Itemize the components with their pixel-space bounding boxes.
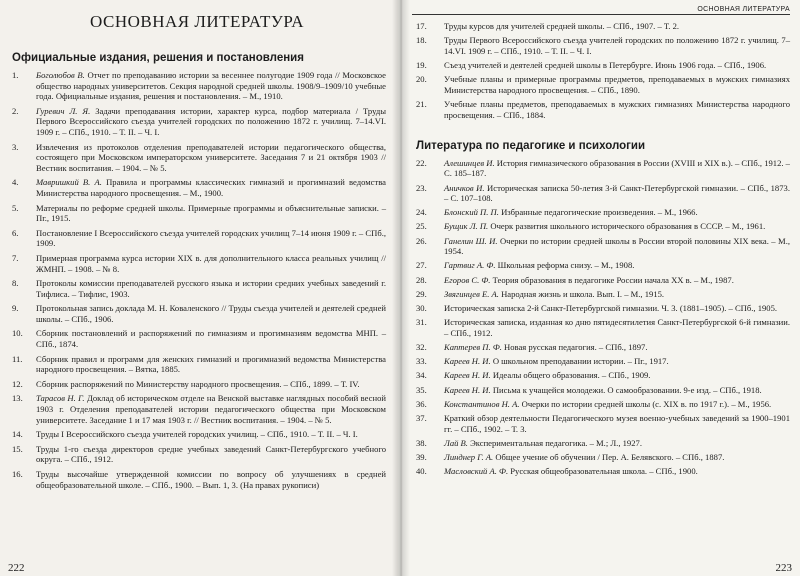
bibliography-entry bbox=[412, 399, 790, 410]
entry-text bbox=[36, 278, 386, 299]
entry-number: 31. bbox=[416, 317, 427, 328]
bibliography-entry bbox=[412, 183, 790, 204]
entry-number: 28. bbox=[416, 274, 427, 285]
bibliography-entry bbox=[8, 328, 386, 349]
entry-number: 16. bbox=[12, 469, 23, 479]
section-gap bbox=[412, 124, 790, 134]
entry-text bbox=[444, 413, 790, 434]
entry-author: Гуревич Л. Я. bbox=[36, 105, 91, 116]
entry-body: Учебные планы и примерные программы предметов, преподаваемых в мужских гимназиях Министерства народного просвещения. – СПб., 1890. bbox=[444, 74, 790, 95]
entry-body: Очерк развития школьного исторического образования в СССР. – М., 1961. bbox=[490, 221, 766, 232]
entry-number: 13. bbox=[12, 393, 23, 404]
entry-text bbox=[444, 158, 790, 179]
entry-text bbox=[444, 289, 790, 300]
entry-text bbox=[36, 106, 386, 138]
running-head: ОСНОВНАЯ ЛИТЕРАТУРА bbox=[412, 6, 790, 15]
entry-number: 21. bbox=[416, 98, 427, 109]
entry-author: Кареев Н. И. bbox=[444, 370, 491, 381]
entry-number: 14. bbox=[12, 429, 23, 440]
entry-text bbox=[444, 260, 790, 271]
entry-body: Теория образования в педагогике России начала XX в. – М., 1987. bbox=[492, 274, 734, 285]
entry-text bbox=[444, 370, 790, 381]
bibliography-entry bbox=[412, 221, 790, 232]
entry-body: Постановление I Всероссийского съезда учителей городских училищ 7–14 июня 1909 г. – СПб., 1909. bbox=[36, 227, 386, 249]
entry-number: 38. bbox=[416, 437, 427, 448]
entry-text bbox=[36, 177, 386, 198]
bibliography-entry bbox=[412, 303, 790, 314]
entry-number: 12. bbox=[12, 378, 23, 389]
entry-text bbox=[444, 207, 790, 218]
section-title-official: Официальные издания, решения и постановления bbox=[12, 52, 304, 64]
entry-body: Извлечения из протоколов отделения преподавателей истории педагогического общества, состоящего при Московском императорском университете. Заседания 7 и 21 октября 1903 // Вестник воспитания. – 1904. – № 5. bbox=[36, 141, 386, 173]
entry-author: Мавришкий В. А. bbox=[36, 177, 102, 188]
bibliography-entry bbox=[412, 413, 790, 434]
entry-author: Масловский А. Ф. bbox=[444, 466, 509, 477]
entry-number: 29. bbox=[416, 288, 427, 299]
bibliography-entry bbox=[412, 385, 790, 396]
entry-body: Очерки по истории средней школы (с. XIX в. по 1917 г.). – М., 1956. bbox=[521, 398, 772, 409]
bibliography-entry bbox=[412, 158, 790, 179]
entry-text bbox=[444, 399, 790, 410]
bibliography-entry bbox=[412, 275, 790, 286]
entry-number: 39. bbox=[416, 451, 427, 462]
bibliography-entry bbox=[8, 142, 386, 174]
entry-body: Учебные планы предметов, преподаваемых в мужских гимназиях Министерства народного просвещения. – СПб., 1884. bbox=[444, 98, 790, 120]
entry-body: Труды Первого Всероссийского съезда учителей городских по положению 1872 г. училищ. 7–14.VI. 1909 г. – СПб., 1910. – Т. II. – Ч. I. bbox=[444, 35, 790, 56]
bibliography-entry bbox=[412, 370, 790, 381]
entry-text bbox=[444, 303, 790, 314]
entry-body: Новая русская педагогия. – СПб., 1897. bbox=[504, 341, 648, 352]
entry-author: Каптерев П. Ф. bbox=[444, 341, 502, 352]
bibliography-entry bbox=[412, 21, 790, 32]
entry-body: Очерки по истории средней школы в России второй половины XIX века. – М., 1954. bbox=[444, 235, 790, 257]
entry-number: 10. bbox=[12, 328, 23, 339]
entry-number: 40. bbox=[416, 466, 427, 477]
entry-body: Труды 1-го съезда директоров средне учебных заведений Санкт-Петербургского учебного округа. – СПб., 1912. bbox=[36, 443, 386, 465]
entry-body: Труды курсов для учителей средней школы. – СПб., 1907. – Т. 2. bbox=[444, 21, 680, 31]
entry-author: Кареев Н. И. bbox=[444, 356, 491, 367]
entry-number: 25. bbox=[416, 221, 427, 232]
entry-body: Общее учение об обучении / Пер. А. Белявского. – СПб., 1887. bbox=[495, 451, 725, 462]
entry-text bbox=[444, 452, 790, 463]
entry-body: Материалы по реформе средней школы. Примерные программы и объяснительные записки. – Пг., 1915. bbox=[36, 202, 386, 224]
entry-text bbox=[444, 385, 790, 396]
entry-number: 8. bbox=[12, 278, 19, 289]
entry-number: 7. bbox=[12, 252, 19, 263]
entry-number: 19. bbox=[416, 59, 427, 70]
bibliography-entry bbox=[8, 444, 386, 465]
entry-number: 2. bbox=[12, 105, 19, 116]
entry-text bbox=[36, 228, 386, 249]
bibliography-entry bbox=[412, 342, 790, 353]
section-title-pedagogy: Литература по педагогике и психологии bbox=[416, 139, 646, 152]
entry-number: 22. bbox=[416, 157, 427, 168]
bibliography-entry bbox=[8, 379, 386, 390]
entry-body: Доклад об историческом отделе на Венской выставке наглядных пособий весной 1903 г. Отделения преподавателей истории педагогического общества при Московском университете. Заседание 1 и 17 мая 1903 г. // Вестник воспитания. – 1904. – № 5. bbox=[36, 393, 386, 425]
entry-body: Протоколы комиссии преподавателей русского языка и истории средних учебных заведений г. Тифлиса. – Тифлис, 1903. bbox=[36, 278, 386, 299]
entry-author: Боголюбов В. bbox=[36, 70, 85, 80]
entry-body: Задачи преподавания истории, характер курса, подбор материала / Труды Первого Всероссийского съезда учителей городских по положению 1872 г. училищ. 7–14.VI. 1909 г. – СПб., 1910. – Т. II. – Ч. I. bbox=[36, 105, 386, 137]
entry-text bbox=[444, 466, 790, 477]
entry-body: Русская общеобразовательная школа. – СПб., 1900. bbox=[510, 466, 698, 477]
bibliography-entry bbox=[412, 356, 790, 367]
entry-author: Гартвиг А. Ф. bbox=[444, 260, 496, 271]
entry-text bbox=[444, 183, 790, 204]
bibliography-entry bbox=[8, 228, 386, 249]
entry-number: 11. bbox=[12, 353, 23, 364]
entry-number: 33. bbox=[416, 356, 427, 367]
entry-text bbox=[36, 203, 386, 224]
entry-author: Алешинцев И. bbox=[444, 157, 495, 168]
entry-text bbox=[36, 253, 386, 274]
entry-body: Отчет по преподаванию истории за весеннее полугодие 1909 года // Московское общество народных университетов. Секция народной средней школы. 1908/9–1909/10 учебные года. Официальные издания, решения и постановления. – М., 1910. bbox=[36, 70, 386, 102]
entry-body: Избранные педагогические произведения. – М., 1966. bbox=[501, 207, 698, 218]
entry-text bbox=[444, 438, 790, 449]
entry-text bbox=[444, 35, 790, 56]
bibliography-entry bbox=[412, 207, 790, 218]
entry-number: 5. bbox=[12, 202, 19, 213]
bibliography-entry bbox=[412, 438, 790, 449]
entry-number: 34. bbox=[416, 370, 427, 381]
entry-number: 3. bbox=[12, 141, 19, 152]
entry-body: Школьная реформа снизу. – М., 1908. bbox=[497, 260, 635, 271]
entry-number: 23. bbox=[416, 182, 427, 193]
entry-text bbox=[444, 74, 790, 95]
bibliography-entry bbox=[8, 70, 386, 102]
bibliography-list-right-bottom bbox=[412, 158, 790, 477]
entry-number: 6. bbox=[12, 227, 19, 238]
left-page bbox=[0, 0, 398, 576]
entry-author: Звягинцев Е. А. bbox=[444, 288, 499, 299]
entry-body: Съезд учителей и деятелей средней школы в Петербурге. Июнь 1906 года. – СПб., 1906. bbox=[444, 59, 767, 70]
entry-text bbox=[444, 60, 790, 71]
entry-number: 20. bbox=[416, 74, 427, 85]
entry-body: История гимназического образования в России (XVIII и XIX в.). – СПб., 1912. – С. 185–187. bbox=[444, 157, 790, 179]
entry-author: Аничков И. bbox=[444, 182, 485, 193]
entry-number: 37. bbox=[416, 412, 427, 423]
right-page bbox=[398, 0, 800, 576]
entry-text bbox=[444, 221, 790, 232]
bibliography-entry bbox=[8, 393, 386, 425]
entry-body: Протокольная запись доклада М. Н. Коваленского // Труды съезда учителей и деятелей средней школы. – СПб., 1906. bbox=[36, 303, 386, 324]
page-number-left: 222 bbox=[8, 562, 25, 574]
entry-text bbox=[36, 354, 386, 375]
entry-body: Народная жизнь и школа. Вып. I. – М., 1915. bbox=[501, 288, 665, 299]
entry-body: Историческая записка 50-летия 3-й Санкт-Петербургской гимназии. – СПб., 1873. – С. 107–108. bbox=[444, 182, 790, 204]
entry-number: 30. bbox=[416, 303, 427, 313]
entry-body: Сборник распоряжений по Министерству народного просвещения. – СПб., 1899. – Т. IV. bbox=[36, 378, 360, 389]
bibliography-entry bbox=[412, 35, 790, 56]
entry-text bbox=[444, 99, 790, 120]
entry-author: Линднер Г. А. bbox=[444, 451, 494, 462]
bibliography-entry bbox=[8, 253, 386, 274]
entry-text bbox=[36, 429, 386, 440]
entry-body: Письма к учащейся молодежи. О самообразовании. 9-е изд. – СПб., 1918. bbox=[492, 384, 762, 395]
entry-number: 1. bbox=[12, 70, 19, 80]
entry-number: 4. bbox=[12, 177, 19, 188]
entry-body: Историческая записка 2-й Санкт-Петербургской гимназии. Ч. 3. (1881–1905). – СПб., 1905. bbox=[444, 303, 778, 313]
entry-text bbox=[444, 356, 790, 367]
entry-body: Правила и программы классических гимназий и прогимназий ведомства Министерства народного просвещения. – М., 1900. bbox=[36, 177, 386, 198]
chapter-title: ОСНОВНАЯ ЛИТЕРАТУРА bbox=[90, 12, 304, 31]
entry-text bbox=[444, 21, 790, 32]
bibliography-entry bbox=[412, 466, 790, 477]
entry-body: Сборник постановлений и распоряжений по гимназиям и прогимназиям ведомства МНП. – СПб., 1874. bbox=[36, 328, 386, 350]
entry-body: Труды I Всероссийского съезда учителей городских училищ. – СПб., 1910. – Т. II. – Ч. I. bbox=[36, 429, 358, 440]
entry-number: 17. bbox=[416, 21, 427, 31]
entry-body: Примерная программа курса истории XIX в. для дополнительного класса реальных училищ // ЖМНП. – 1908. – № 8. bbox=[36, 252, 386, 274]
bibliography-entry bbox=[412, 260, 790, 271]
bibliography-entry bbox=[8, 177, 386, 198]
bibliography-entry bbox=[412, 99, 790, 120]
entry-author: Блонский П. П. bbox=[444, 207, 499, 218]
entry-text bbox=[444, 236, 790, 257]
bibliography-entry bbox=[8, 354, 386, 375]
bibliography-entry bbox=[8, 303, 386, 324]
entry-number: 36. bbox=[416, 398, 427, 409]
entry-number: 24. bbox=[416, 207, 427, 218]
entry-number: 35. bbox=[416, 384, 427, 395]
bibliography-entry bbox=[412, 236, 790, 257]
entry-text bbox=[36, 469, 386, 490]
entry-body: Краткий обзор деятельности Педагогического музея военно-учебных заведений за 1900–1901 гг. – СПб., 1902. – Т. 3. bbox=[444, 412, 790, 434]
bibliography-entry bbox=[412, 289, 790, 300]
entry-text bbox=[444, 275, 790, 286]
entry-text bbox=[36, 393, 386, 425]
entry-author: Тарасов Н. Г. bbox=[36, 393, 85, 404]
entry-number: 15. bbox=[12, 443, 23, 454]
entry-text bbox=[36, 142, 386, 174]
entry-author: Егоров С. Ф. bbox=[444, 274, 491, 285]
bibliography-entry bbox=[8, 203, 386, 224]
entry-number: 18. bbox=[416, 35, 427, 46]
bibliography-list-left bbox=[8, 70, 386, 490]
bibliography-entry bbox=[412, 452, 790, 463]
entry-body: Сборник правил и программ для женских гимназий и прогимназий ведомства Министерства народного просвещения. – Вятка, 1885. bbox=[36, 353, 386, 375]
entry-body: Идеалы общего образования. – СПб., 1909. bbox=[492, 370, 651, 381]
entry-text bbox=[36, 328, 386, 349]
entry-number: 26. bbox=[416, 235, 427, 246]
entry-author: Кареев Н. И. bbox=[444, 384, 491, 395]
page-number-right: 223 bbox=[775, 562, 792, 574]
bibliography-entry bbox=[412, 74, 790, 95]
entry-text bbox=[444, 317, 790, 338]
entry-body: Историческая записка, изданная ко дню пятидесятилетия Санкт-Петербургской 6-й гимназии. – СПб., 1912. bbox=[444, 317, 790, 338]
entry-number: 32. bbox=[416, 341, 427, 352]
entry-text bbox=[444, 342, 790, 353]
entry-body: Экспериментальная педагогика. – М.; Л., 1927. bbox=[470, 437, 642, 448]
entry-text bbox=[36, 379, 386, 390]
bibliography-entry bbox=[412, 317, 790, 338]
bibliography-entry bbox=[8, 429, 386, 440]
entry-author: Ганелин Ш. И. bbox=[444, 235, 498, 246]
entry-number: 27. bbox=[416, 260, 427, 271]
entry-author: Лай В. bbox=[444, 437, 468, 448]
bibliography-entry bbox=[8, 106, 386, 138]
entry-text bbox=[36, 444, 386, 465]
bibliography-entry bbox=[8, 469, 386, 490]
entry-author: Бущик Л. П. bbox=[444, 221, 489, 232]
entry-author: Константинов Н. А. bbox=[444, 398, 520, 409]
entry-number: 9. bbox=[12, 303, 19, 314]
entry-text bbox=[36, 70, 386, 102]
bibliography-entry bbox=[8, 278, 386, 299]
entry-text bbox=[36, 303, 386, 324]
bibliography-list-right-top bbox=[412, 21, 790, 120]
entry-body: Труды высочайше утвержденной комиссии по вопросу об улучшениях в средней общеобразовательной школе. – СПб., 1900. – Вып. 1, 3. (На правах рукописи) bbox=[36, 469, 386, 490]
bibliography-entry bbox=[412, 60, 790, 71]
entry-body: О школьном преподавании истории. – Пг., 1917. bbox=[492, 356, 669, 367]
